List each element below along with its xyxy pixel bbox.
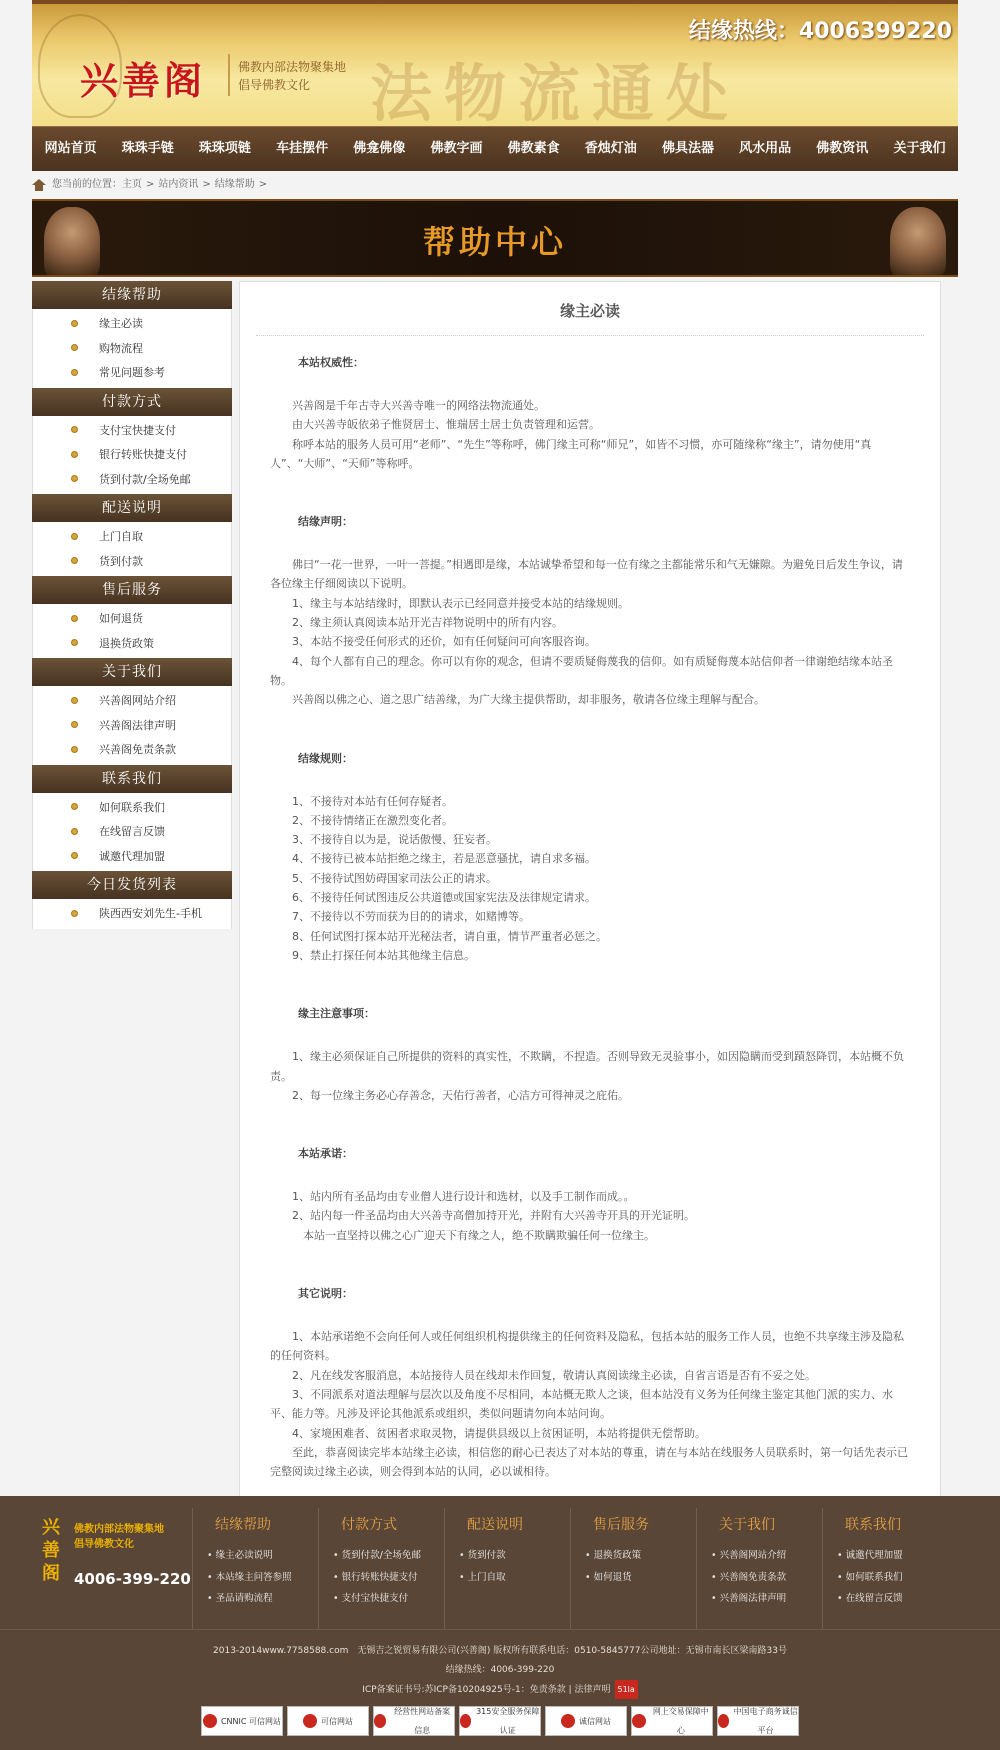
sidebar-item-label: 货到付款/全场免邮 bbox=[99, 472, 191, 486]
section-paragraph: 由大兴善寺皈依弟子惟贤居士、惟瑞居士居士负责管理和运营。 bbox=[270, 418, 600, 432]
footer-link[interactable]: • 如何联系我们 bbox=[837, 1567, 948, 1589]
trust-badge[interactable] bbox=[717, 1706, 799, 1736]
sidebar-item-label: 上门自取 bbox=[99, 530, 143, 544]
sidebar-item-label: 如何退货 bbox=[99, 612, 143, 626]
nav-item[interactable]: 风水用品 bbox=[739, 141, 792, 156]
nav-item[interactable]: 香烛灯油 bbox=[584, 141, 637, 156]
site-footer bbox=[0, 1496, 1000, 1750]
breadcrumb-separator: > bbox=[146, 179, 155, 190]
sidebar-group-title: 配送说明 bbox=[32, 494, 232, 522]
bullet-icon bbox=[71, 475, 78, 482]
bullet-icon bbox=[71, 426, 78, 433]
section-paragraph: 2、不接待情绪正在激烈变化者。 bbox=[270, 813, 453, 827]
footer-link-list bbox=[711, 1545, 822, 1610]
sidebar-item-label: 购物流程 bbox=[99, 341, 143, 355]
footer-column-title: 配送说明 bbox=[467, 1517, 523, 1533]
site-header bbox=[32, 0, 958, 126]
badge-label: CNNIC 可信网站 bbox=[220, 1716, 282, 1726]
footer-link[interactable]: • 支付宝快捷支付 bbox=[333, 1588, 444, 1610]
sidebar-group-list bbox=[32, 604, 232, 658]
bullet-icon bbox=[71, 721, 78, 728]
bullet-icon bbox=[71, 369, 78, 376]
section-paragraph: 3、不接待自以为是，说话傲慢、狂妄者。 bbox=[270, 833, 497, 847]
main-nav bbox=[32, 126, 958, 171]
bullet-icon bbox=[71, 344, 78, 351]
section-paragraph: 4、家境困难者、贫困者求取灵物，请提供县级以上贫困证明，本站将提供无偿帮助。 bbox=[270, 1426, 706, 1440]
header-slogan bbox=[238, 58, 346, 94]
section-paragraph: 2、缘主须认真阅读本站开光吉祥物说明中的所有内容。 bbox=[270, 616, 563, 630]
sidebar-group-list bbox=[32, 416, 232, 495]
footer-column bbox=[696, 1508, 822, 1629]
sidebar-item[interactable] bbox=[33, 524, 231, 549]
badge-label: 经营性网站备案信息 bbox=[394, 1707, 451, 1735]
section-paragraph: 8、任何试图打探本站开光秘法者，请自重，情节严重者必惩之。 bbox=[270, 929, 607, 943]
bullet-icon bbox=[71, 910, 78, 917]
breadcrumb-link[interactable]: 结缘帮助 bbox=[214, 179, 255, 190]
breadcrumb-separator: > bbox=[202, 179, 211, 190]
badge-seal-icon bbox=[561, 1714, 575, 1728]
nav-item[interactable]: 珠珠手链 bbox=[121, 141, 174, 156]
sidebar-item-label: 如何联系我们 bbox=[99, 800, 165, 814]
sidebar-item-label: 常见问题参考 bbox=[99, 366, 165, 380]
badge-seal-icon bbox=[203, 1714, 217, 1728]
sidebar-item-label: 兴善阁法律声明 bbox=[99, 718, 176, 732]
footer-link[interactable]: • 诚邀代理加盟 bbox=[837, 1545, 948, 1567]
footer-slogan-line-1: 佛教内部法物聚集地 bbox=[74, 1524, 164, 1535]
section-paragraph: 兴善阁是千年古寺大兴善寺唯一的网络法物流通处。 bbox=[270, 399, 545, 412]
section-heading: 结缘规则： bbox=[298, 751, 353, 765]
footer-brand bbox=[40, 1508, 192, 1629]
footer-columns bbox=[192, 1508, 948, 1629]
sidebar-item[interactable] bbox=[33, 311, 231, 336]
section-paragraph: 2、站内每一件圣品均由大兴善寺高僧加持开光，并附有大兴善寺开具的开光证明。 bbox=[270, 1209, 695, 1223]
slogan-line-1: 佛教内部法物聚集地 bbox=[238, 60, 347, 74]
sidebar-group-title: 联系我们 bbox=[32, 765, 232, 793]
section-paragraph: 1、缘主必须保证自己所提供的资料的真实性，不欺瞒，不捏造。否则导致无灵验事小，如因隐瞒而受到蹟怒降罚，本站概不负责。 bbox=[270, 1050, 904, 1083]
bullet-icon bbox=[71, 451, 78, 458]
sidebar-item[interactable] bbox=[33, 688, 231, 713]
nav-item[interactable]: 关于我们 bbox=[893, 141, 946, 156]
footer-column bbox=[192, 1508, 318, 1629]
sidebar-item-label: 陕西西安刘先生-手机 bbox=[99, 907, 202, 921]
badge-seal-icon bbox=[303, 1714, 317, 1728]
bullet-icon bbox=[71, 533, 78, 540]
section-paragraph: 称呼本站的服务人员可用“老师”、“先生”等称呼，佛门缘主可称“师兄”，如皆不习惯，亦可随缘称“缘主”，请勿使用“真人”、“大师”、“天师”等称呼。 bbox=[270, 437, 872, 470]
sidebar-item-label: 银行转账快捷支付 bbox=[99, 448, 187, 462]
sidebar-item-label: 兴善阁网站介绍 bbox=[99, 694, 176, 708]
copyright-text: 2013-2014www.7758588.com 无锡吉之锐贸易有限公司(兴善阁) 版权所有联系电话：0510-5845777公司地址：无锡市南长区梁南路33号 bbox=[213, 1646, 787, 1656]
sidebar-item-label: 退换货政策 bbox=[99, 636, 154, 650]
article-content bbox=[239, 281, 941, 1512]
trust-badge[interactable] bbox=[373, 1706, 455, 1736]
buddha-statue-image bbox=[890, 207, 946, 277]
section-gap bbox=[270, 473, 910, 511]
bullet-icon bbox=[71, 320, 78, 327]
badge-label: 可信网站 bbox=[321, 1716, 353, 1726]
footer-link[interactable]: • 兴善阁网站介绍 bbox=[711, 1545, 822, 1567]
footer-link[interactable]: • 上门自取 bbox=[459, 1567, 570, 1589]
section-paragraph: 7、不接待以不劳而获为目的的请求，如赌博等。 bbox=[270, 910, 530, 924]
sidebar-group-title: 付款方式 bbox=[32, 388, 232, 416]
footer-link-list bbox=[333, 1545, 444, 1610]
bullet-icon bbox=[71, 697, 78, 704]
sidebar-group-title: 关于我们 bbox=[32, 658, 232, 686]
trust-badge[interactable] bbox=[287, 1706, 369, 1736]
nav-item[interactable]: 佛具法器 bbox=[661, 141, 714, 156]
badge-label: 网上交易保障中心 bbox=[652, 1707, 709, 1735]
footer-link[interactable]: • 缘主必读说明 bbox=[207, 1545, 318, 1567]
section-heading: 其它说明： bbox=[298, 1287, 353, 1301]
sidebar-item[interactable] bbox=[33, 844, 231, 869]
nav-item[interactable]: 珠珠项链 bbox=[198, 141, 251, 156]
sidebar-item[interactable] bbox=[33, 336, 231, 361]
breadcrumb bbox=[32, 171, 958, 199]
footer-column bbox=[444, 1508, 570, 1629]
sidebar-item[interactable] bbox=[33, 467, 231, 492]
footer-link[interactable]: • 圣品请购流程 bbox=[207, 1588, 318, 1610]
home-icon bbox=[32, 179, 46, 191]
footer-link-list bbox=[585, 1545, 696, 1588]
badge-seal-icon bbox=[718, 1714, 729, 1728]
footer-column-title: 结缘帮助 bbox=[215, 1517, 271, 1533]
footer-column bbox=[570, 1508, 696, 1629]
help-center-banner bbox=[32, 199, 958, 277]
main-area bbox=[32, 279, 958, 1512]
bullet-icon bbox=[71, 828, 78, 835]
section-paragraph: 佛曰“一花一世界，一叶一菩提。”相遇即是缘，本站诚挚希望和每一位有缘之主都能常乐和气无嫌隙。为避免日后发生争议，请各位缘主仔细阅读以下说明。 bbox=[270, 558, 903, 591]
section-heading: 结缘声明： bbox=[298, 515, 353, 529]
badge-seal-icon bbox=[632, 1714, 646, 1728]
article-body bbox=[256, 354, 924, 1481]
sidebar-item[interactable] bbox=[33, 360, 231, 385]
slogan-line-2: 倡导佛教文化 bbox=[238, 78, 311, 92]
breadcrumb-separator: > bbox=[258, 179, 268, 190]
footer-logo[interactable]: 兴善阁 bbox=[42, 1517, 60, 1584]
footer-column-title: 售后服务 bbox=[593, 1517, 649, 1533]
section-paragraph: 1、站内所有圣品均由专业僧人进行设计和选材，以及手工制作而成。。 bbox=[270, 1190, 635, 1204]
section-paragraph: 5、不接待试图妨碍国家司法公正的请求。 bbox=[270, 871, 497, 885]
section-paragraph: 4、不接待已被本站拒绝之缘主，若是恶意骚扰，请自求多福。 bbox=[270, 852, 596, 866]
sidebar-item[interactable] bbox=[33, 901, 231, 926]
sidebar-group-list bbox=[32, 686, 232, 765]
trust-badge[interactable] bbox=[459, 1706, 541, 1736]
sidebar-item[interactable] bbox=[33, 795, 231, 820]
sidebar-group-list bbox=[32, 309, 232, 388]
header-hotline: 结缘热线：4006399220 bbox=[688, 19, 952, 44]
section-paragraph: 至此，恭喜阅读完毕本站缘主必读，相信您的耐心已表达了对本站的尊重，请在与本站在线服务人员联系时，第一句话先表示已完整阅读过缘主必读，则会得到本站的认同，必以诚相待。 bbox=[270, 1445, 908, 1479]
trust-badge[interactable] bbox=[201, 1706, 283, 1736]
sidebar-item-label: 兴善阁免责条款 bbox=[99, 743, 176, 757]
sidebar-item[interactable] bbox=[33, 819, 231, 844]
badge-label: 中国电子商务诚信平台 bbox=[733, 1707, 798, 1735]
bullet-icon bbox=[71, 639, 78, 646]
nav-item[interactable]: 佛教素食 bbox=[507, 141, 560, 156]
logo-divider bbox=[228, 54, 230, 96]
badge-label: 315安全服务保障认证 bbox=[476, 1707, 540, 1735]
section-heading: 本站承诺： bbox=[298, 1147, 353, 1161]
section-paragraph: 本站一直坚持以佛之心广迎天下有缘之人，绝不欺瞒欺骗任何一位缘主。 bbox=[270, 1228, 655, 1242]
bullet-icon bbox=[71, 852, 78, 859]
footer-link[interactable]: • 兴善阁法律声明 bbox=[711, 1588, 822, 1610]
section-heading: 缘主注意事项： bbox=[298, 1007, 375, 1021]
footer-link-list bbox=[837, 1545, 948, 1610]
help-sidebar bbox=[32, 281, 232, 1512]
sidebar-item[interactable] bbox=[33, 606, 231, 631]
trust-badges bbox=[0, 1706, 1000, 1736]
footer-link-list bbox=[207, 1545, 318, 1610]
section-gap bbox=[270, 710, 910, 748]
section-heading: 本站权威性： bbox=[298, 356, 364, 369]
section-gap bbox=[270, 1105, 910, 1143]
section-paragraph: 4、每个人都有自己的理念。你可以有你的观念，但请不要质疑侮蔑我的信仰。如有质疑侮蔑本站信仰者一律谢绝结缘本站圣物。 bbox=[270, 654, 893, 687]
icp-line bbox=[0, 1680, 1000, 1700]
footer-link[interactable]: • 货到付款 bbox=[459, 1545, 570, 1567]
sidebar-group-title: 售后服务 bbox=[32, 576, 232, 604]
footer-phone: 4006-399-220 bbox=[74, 1570, 191, 1588]
breadcrumb-link[interactable]: 站内资讯 bbox=[158, 179, 199, 190]
nav-item[interactable]: 车挂摆件 bbox=[276, 141, 329, 156]
footer-links bbox=[0, 1496, 1000, 1630]
section-gap bbox=[270, 1245, 910, 1283]
footer-bottom bbox=[0, 1630, 1000, 1736]
footer-link[interactable]: • 如何退货 bbox=[585, 1567, 696, 1589]
sidebar-group-list bbox=[32, 522, 232, 576]
section-paragraph: 2、每一位缘主务必心存善念，天佑行善者，心洁方可得神灵之庇佑。 bbox=[270, 1088, 629, 1102]
sidebar-item[interactable] bbox=[33, 713, 231, 738]
footer-hotline: 结缘热线：4006-399-220 bbox=[445, 1665, 555, 1675]
nav-item[interactable]: 网站首页 bbox=[44, 141, 97, 156]
breadcrumb-prefix: 您当前的位置： bbox=[52, 179, 122, 190]
bullet-icon bbox=[71, 803, 78, 810]
footer-column-title: 付款方式 bbox=[341, 1517, 397, 1533]
nav-item[interactable]: 佛龛佛像 bbox=[353, 141, 406, 156]
sidebar-group-title: 结缘帮助 bbox=[32, 281, 232, 309]
site-logo[interactable]: 兴善阁 bbox=[80, 58, 207, 103]
section-paragraph: 3、本站不接受任何形式的还价，如有任何疑问可向客服咨询。 bbox=[270, 635, 596, 649]
sidebar-item-label: 在线留言反馈 bbox=[99, 825, 165, 839]
badge-seal-icon bbox=[374, 1714, 386, 1728]
bullet-icon bbox=[71, 746, 78, 753]
bullet-icon bbox=[71, 557, 78, 564]
banner-title: 帮助中心 bbox=[422, 223, 567, 261]
footer-column bbox=[822, 1508, 948, 1629]
breadcrumb-link[interactable]: 主页 bbox=[122, 179, 142, 190]
footer-link[interactable]: • 本站缘主问答参照 bbox=[207, 1567, 318, 1589]
footer-link-list bbox=[459, 1545, 570, 1588]
section-paragraph: 9、禁止打探任何本站其他缘主信息。 bbox=[270, 948, 475, 962]
sidebar-item[interactable] bbox=[33, 737, 231, 762]
section-paragraph: 6、不接待任何试图违反公共道德或国家宪法及法律规定请求。 bbox=[270, 891, 596, 905]
section-paragraph: 1、本站承诺绝不会向任何人或任何组织机构提供缘主的任何资料及隐私，包括本站的服务工作人员，也绝不共享缘主涉及隐私的任何资料。 bbox=[270, 1330, 904, 1363]
sidebar-item-label: 缘主必读 bbox=[99, 317, 143, 331]
footer-link[interactable]: • 兴善阁免责条款 bbox=[711, 1567, 822, 1589]
footer-slogan-line-2: 倡导佛教文化 bbox=[74, 1539, 134, 1550]
stats-badge[interactable]: 51la bbox=[615, 1680, 638, 1699]
footer-column bbox=[318, 1508, 444, 1629]
sidebar-item-label: 诚邀代理加盟 bbox=[99, 849, 165, 863]
section-paragraph: 1、缘主与本站结缘时，即默认表示已经同意并接受本站的结缘规则。 bbox=[270, 596, 629, 610]
sidebar-item[interactable] bbox=[33, 631, 231, 656]
footer-slogan bbox=[74, 1522, 164, 1552]
sidebar-item[interactable] bbox=[33, 549, 231, 574]
footer-link[interactable]: • 银行转账快捷支付 bbox=[333, 1567, 444, 1589]
sidebar-item[interactable] bbox=[33, 442, 231, 467]
footer-column-title: 联系我们 bbox=[845, 1517, 901, 1533]
footer-link[interactable]: • 退换货政策 bbox=[585, 1545, 696, 1567]
footer-link[interactable]: • 在线留言反馈 bbox=[837, 1588, 948, 1610]
trust-badge[interactable] bbox=[631, 1706, 713, 1736]
sidebar-group-list bbox=[32, 899, 232, 929]
sidebar-item-label: 货到付款 bbox=[99, 554, 143, 568]
sidebar-item[interactable] bbox=[33, 418, 231, 443]
sidebar-group-title: 今日发货列表 bbox=[32, 871, 232, 899]
section-paragraph: 3、不同派系对道法理解与层次以及角度不尽相同，本站概无欺人之谈，但本站没有义务为任何缘主鉴定其他门派的实力、水平、能力等。凡涉及评论其他派系或组织，类似问题请勿向本站问询。 bbox=[270, 1387, 893, 1421]
section-paragraph: 兴善阁以佛之心、道之思广结善缘，为广大缘主提供帮助，却非服务，敬请各位缘主理解与配合。 bbox=[270, 693, 765, 707]
sidebar-item-label: 支付宝快捷支付 bbox=[99, 423, 176, 437]
icp-text[interactable]: ICP备案证书号:苏ICP备10204925号-1：免责条款 | 法律声明 bbox=[362, 1685, 611, 1695]
trust-badge[interactable] bbox=[545, 1706, 627, 1736]
badge-label: 诚信网站 bbox=[579, 1716, 611, 1726]
section-paragraph: 2、凡在线发客服消息，本站接待人员在线却未作回复，敬请认真阅读缘主必读，自省言语是否有不妥之处。 bbox=[270, 1368, 816, 1382]
nav-item[interactable]: 佛教资讯 bbox=[816, 141, 869, 156]
badge-seal-icon bbox=[460, 1714, 471, 1728]
header-bg-text: 法物流通处 bbox=[370, 57, 741, 126]
nav-item[interactable]: 佛教字画 bbox=[430, 141, 483, 156]
bullet-icon bbox=[71, 615, 78, 622]
section-gap bbox=[270, 965, 910, 1003]
sidebar-group-list bbox=[32, 793, 232, 872]
section-paragraph: 1、不接待对本站有任何存疑者。 bbox=[270, 794, 453, 808]
footer-link[interactable]: • 货到付款/全场免邮 bbox=[333, 1545, 444, 1567]
footer-column-title: 关于我们 bbox=[719, 1517, 775, 1533]
article-title: 缘主必读 bbox=[256, 300, 924, 336]
